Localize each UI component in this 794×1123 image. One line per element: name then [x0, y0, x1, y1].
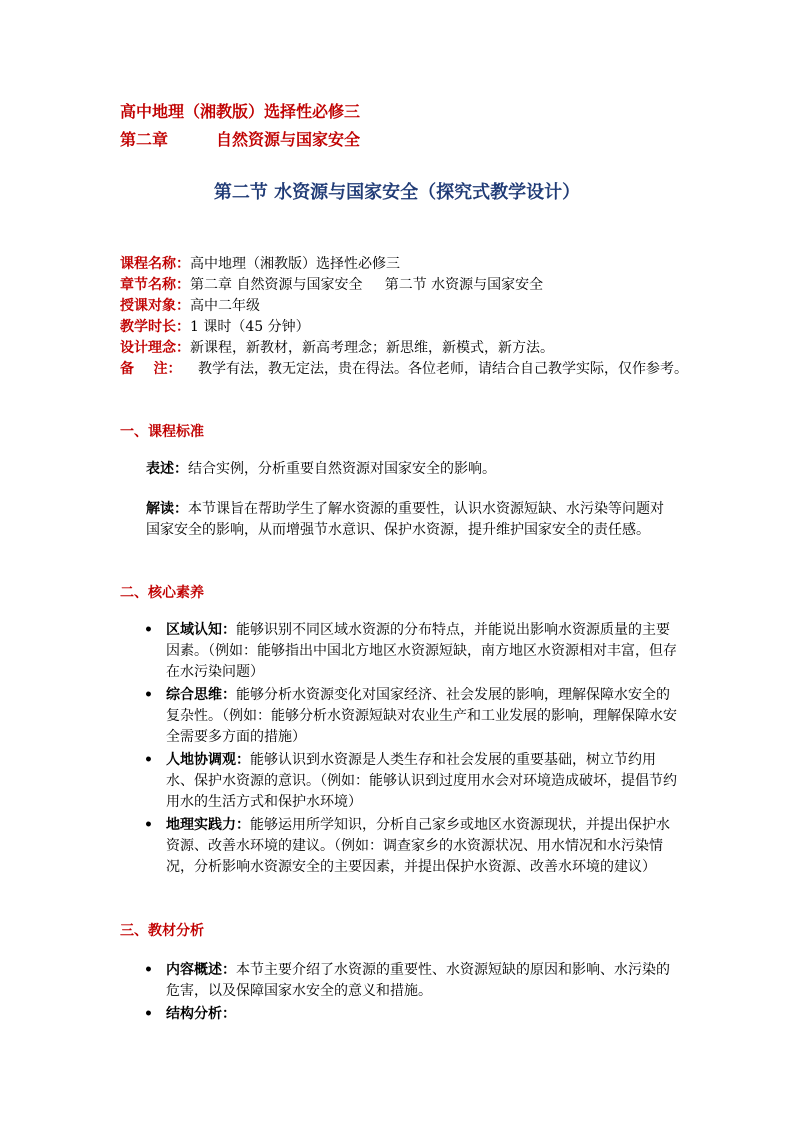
list-item [140, 815, 680, 878]
info-value: 新课程，新教材，新高考理念；新思维，新模式，新方法。 [190, 340, 554, 356]
info-value: 教学有法，教无定法，贵在得法。各位老师，请结合自己教学实际，仅作参考。 [198, 361, 688, 377]
info-label: 章节名称： [120, 277, 190, 293]
info-label: 设计理念： [120, 340, 190, 356]
item-key: 人地协调观： [166, 752, 250, 768]
list-item [140, 685, 680, 748]
chapter-header [120, 127, 360, 150]
info-label: 教学时长： [120, 319, 190, 335]
list-item [140, 1004, 680, 1025]
item-key: 结构分析： [166, 1006, 236, 1022]
item-key: 综合思维： [166, 687, 236, 703]
competency-list [140, 620, 680, 880]
interpretation-text: 本节课旨在帮助学生了解水资源的重要性，认识水资源短缺、水污染等问题对国家安全的影响，从而增强节水意识、保护水资源，提升维护国家安全的责任感。 [146, 501, 664, 538]
bullet-icon: • [144, 817, 153, 833]
info-row-target [120, 296, 754, 317]
section-heading-competencies: 二、核心素养 [120, 585, 204, 601]
standard-statement [146, 459, 674, 480]
list-item [140, 620, 680, 683]
chapter-title: 自然资源与国家安全 [216, 130, 361, 149]
info-label: 授课对象： [120, 298, 190, 314]
item-key: 内容概述： [166, 962, 236, 978]
info-label: 课程名称： [120, 256, 190, 272]
standard-interpretation [146, 499, 674, 541]
analysis-list [140, 960, 680, 1027]
list-item [140, 960, 680, 1002]
list-item [140, 750, 680, 813]
bullet-icon: • [144, 687, 153, 703]
info-row-concept [120, 338, 754, 359]
item-text: 本节主要介绍了水资源的重要性、水资源短缺的原因和影响、水污染的危害，以及保障国家水安全的意义和措施。 [166, 962, 670, 999]
chapter-number: 第二章 [120, 130, 169, 149]
item-text: 能够分析水资源变化对国家经济、社会发展的影响，理解保障水安全的复杂性。（例如：能够分析水资源短缺对农业生产和工业发展的影响，理解保障水安全需要多方面的措施） [166, 687, 677, 745]
info-value: 第二章 自然资源与国家安全 第二节 水资源与国家安全 [190, 277, 544, 293]
item-key: 地理实践力： [166, 817, 250, 833]
info-value: 1 课时（45 分钟） [190, 319, 310, 335]
section-heading-textbook-analysis: 三、教材分析 [120, 923, 204, 939]
info-row-course [120, 254, 754, 275]
course-info [120, 254, 754, 380]
course-header: 高中地理（湘教版）选择性必修三 [120, 102, 361, 121]
item-key: 区域认知： [166, 622, 236, 638]
item-text: 能够识别不同区域水资源的分布特点，并能说出影响水资源质量的主要因素。（例如：能够指出中国北方地区水资源短缺，南方地区水资源相对丰富，但存在水污染问题） [166, 622, 677, 680]
bullet-icon: • [144, 1006, 153, 1022]
bullet-icon: • [144, 622, 153, 638]
info-row-duration [120, 317, 754, 338]
page-title: 第二节 水资源与国家安全（探究式教学设计） [213, 182, 581, 203]
statement-label: 表述： [146, 461, 188, 477]
item-text: 能够认识到水资源是人类生存和社会发展的重要基础，树立节约用水、保护水资源的意识。（例如：能够认识到过度用水会对环境造成破坏，提倡节约用水的生活方式和保护水环境） [166, 752, 677, 810]
interpretation-label: 解读： [146, 501, 188, 517]
info-label: 备 注： [120, 361, 182, 377]
info-value: 高中地理（湘教版）选择性必修三 [190, 256, 400, 272]
bullet-icon: • [144, 752, 153, 768]
section-heading-standards: 一、课程标准 [120, 424, 204, 440]
bullet-icon: • [144, 962, 153, 978]
info-row-note [120, 359, 754, 380]
info-value: 高中二年级 [190, 298, 260, 314]
item-text: 能够运用所学知识，分析自己家乡或地区水资源现状，并提出保护水资源、改善水环境的建议。（例如：调查家乡的水资源状况、用水情况和水污染情况，分析影响水资源安全的主要因素，并提出保护水资源、改善水环境的建议） [166, 817, 670, 875]
info-row-section [120, 275, 754, 296]
statement-text: 结合实例，分析重要自然资源对国家安全的影响。 [188, 461, 496, 477]
